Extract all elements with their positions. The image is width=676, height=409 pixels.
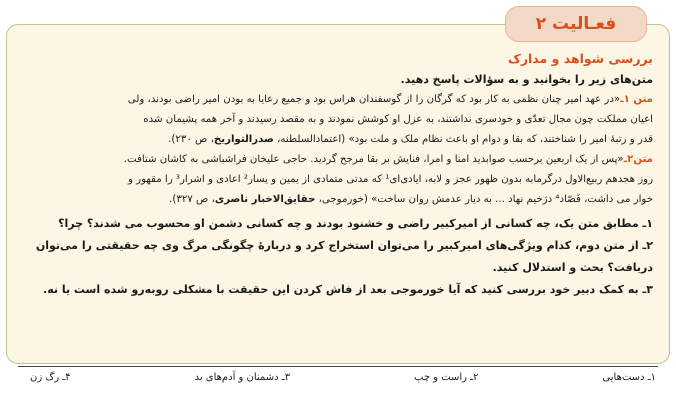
- text1-line3-text: قدر و رتبهٔ امیر را شناختند، که بقا و دوام او باعث نظام ملک و ملت بود» (اعتمادالسلطنه،: [277, 134, 653, 145]
- footnote-divider: [18, 366, 658, 367]
- instruction: متن‌های زیر را بخوانید و به سؤالات پاسخ دهید.: [400, 73, 653, 86]
- text1-source-title: صدرالتواریخ: [213, 134, 274, 145]
- footnote-3: ۳ـ دشمنان و آدم‌های بد: [194, 372, 291, 383]
- question-2-line2: دریافت؟ بحث و استدلال کنید.: [492, 261, 653, 274]
- activity-box: [6, 24, 670, 364]
- text2-line1-text: «پس از یک اربعین برحسب صوابدید امنا و امرا، فنایش بر بقا مرجح گردید. حاجی علیخان فراشباشی به کاشان شتافت.: [123, 154, 624, 165]
- question-2-line1: ۲ـ از متن دوم، کدام ویژگی‌های امیرکبیر را می‌توان استخراج کرد و دربارهٔ چگونگی مرگ وی چه حقیقتی را می‌توان: [35, 239, 653, 252]
- text1-page-ref: ، ص ۲۳۰).: [168, 134, 214, 145]
- footnote-2: ۲ـ راست و چپ: [414, 372, 479, 383]
- text1-line1-text: «در عهد امیر چنان نظمی به کار بود که گرگان را از گوسفندان هراس بود و جمیع رعایا به بودن امیر راضی بودند، ولی: [127, 94, 621, 105]
- footnote-1: ۱ـ دست‌هایی: [602, 372, 656, 383]
- text1-line1: [23, 90, 653, 110]
- text2-source-title: حقایق‌الاخبار ناصری: [214, 194, 316, 205]
- activity-header-tab: [505, 6, 647, 42]
- text2-label: متن۲ـ: [623, 154, 653, 165]
- text1-line2: اعیان مملکت چون مجال تعدّی و خودسری نداشتند، به عزل او کوشش نمودند و به مقصد رسیدند و آخر همه پشیمان شده: [143, 114, 653, 125]
- activity-title: فعـالیت ۲: [535, 14, 617, 34]
- text2-line1: [23, 150, 653, 170]
- footnotes: [30, 372, 656, 390]
- text2-page-ref: ، ص ۳۲۷).: [169, 194, 215, 205]
- question-1: ۱ـ مطابق متن یک، چه کسانی از امیرکبیر راضی و خشنود بودند و چه کسانی دشمن او محسوب می شدند؟ چرا؟: [58, 217, 653, 230]
- question-3: ۳ـ به کمک دبیر خود بررسی کنید که آیا خورموجی بعد از فاش کردن این حقیقت با مشکلی روبه‌رو شده است یا نه.: [43, 283, 653, 296]
- footnote-4: ۴ـ رگ زن: [30, 372, 71, 383]
- text1-label: متن ۱ـ: [620, 94, 653, 105]
- activity-content: [23, 49, 653, 301]
- text2-line3-text: خوار می داشت، فَصّاد⁴ دژخیم نهاد ... به دیار عدمش روان ساخت» (خورموجی،: [318, 194, 653, 205]
- text2-line2: روز هجدهم ربیع‌الاول درگرمابه بدون ظهور عجز و لابه، ایادی‌ای¹ که مدتی متمادی از یمین و یسار² اعادی و اشرار³ را مقهور و: [128, 174, 653, 185]
- text1-line3: [23, 130, 653, 150]
- text2-line3: [23, 190, 653, 210]
- section-title: بررسی شواهد و مدارک: [508, 51, 653, 66]
